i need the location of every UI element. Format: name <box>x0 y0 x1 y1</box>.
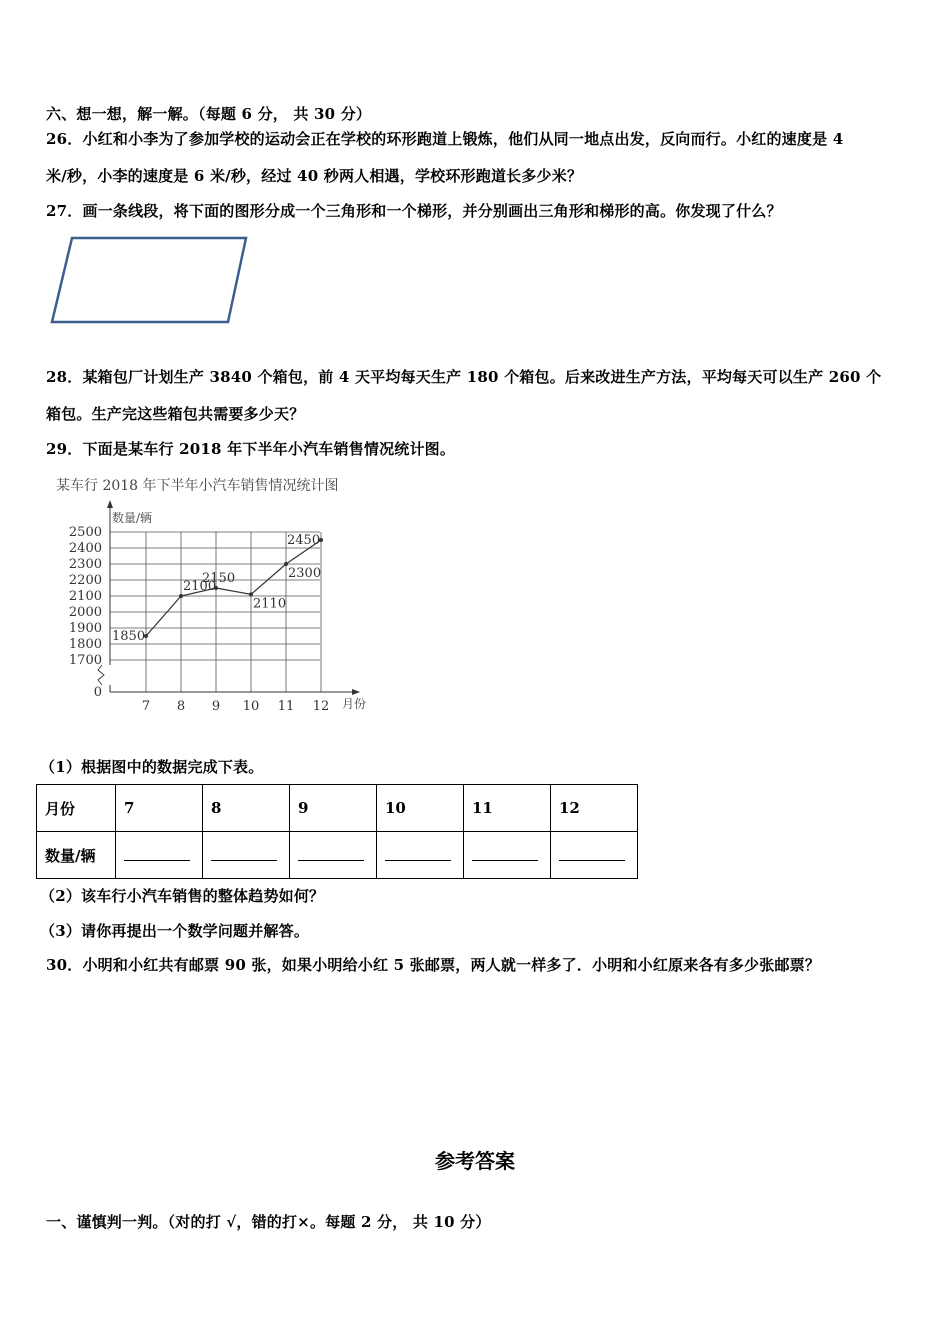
x-tick-label: 11 <box>277 699 295 714</box>
y-tick-labels <box>69 525 102 700</box>
y-tick-label: 1900 <box>68 621 102 636</box>
chart-axes <box>107 500 360 695</box>
y-tick-label: 2200 <box>68 573 102 588</box>
q28-line2: 箱包。生产完这些箱包共需要多少天？ <box>46 405 305 423</box>
series-line <box>146 540 321 636</box>
sales-line-chart <box>52 470 392 720</box>
q28-line1: 28．某箱包厂计划生产 3840 个箱包，前 4 天平均每天生产 180 个箱包。后来改进生产方法，平均每天可以生产 260 个 <box>46 368 882 386</box>
answer-title: 参考答案 <box>435 1149 515 1173</box>
x-tick-label: 10 <box>242 699 260 714</box>
y-tick-label: 2400 <box>68 541 102 556</box>
q30-text: 30．小明和小红共有邮票 90 张，如果小明给小红 5 张邮票，两人就一样多了．小明和小红原来各有多少张邮票？ <box>46 956 821 974</box>
answer-blank-cell[interactable] <box>290 832 377 879</box>
answer-table <box>36 784 638 879</box>
axis-break-mark <box>98 665 104 685</box>
y-tick-label: 2000 <box>68 605 102 620</box>
answer-blank[interactable] <box>211 846 277 861</box>
q29-text: 29．下面是某车行 2018 年下半年小汽车销售情况统计图。 <box>46 440 456 458</box>
y-axis-label: 数量/辆 <box>112 511 153 525</box>
data-label: 2110 <box>253 596 287 612</box>
table-month-cell: 12 <box>551 785 638 832</box>
q29-sub2: （2）该车行小汽车销售的整体趋势如何？ <box>40 887 325 905</box>
y-tick-label: 0 <box>93 685 102 700</box>
x-tick-label: 9 <box>211 699 221 714</box>
y-tick-label: 1700 <box>68 653 102 668</box>
y-tick-label: 2100 <box>68 589 102 604</box>
q27-text: 27．画一条线段，将下面的图形分成一个三角形和一个梯形，并分别画出三角形和梯形的高。你发现了什么？ <box>46 202 782 220</box>
q29-sub1: （1）根据图中的数据完成下表。 <box>40 758 264 776</box>
table-month-cell: 9 <box>290 785 377 832</box>
data-label: 2100 <box>183 579 217 594</box>
answer-blank[interactable] <box>472 846 538 861</box>
answer-blank-cell[interactable] <box>551 832 638 879</box>
parallelogram-shape <box>52 238 246 322</box>
answer-blank-cell[interactable] <box>203 832 290 879</box>
answer-blank-cell[interactable] <box>464 832 551 879</box>
answer-blank[interactable] <box>559 846 625 861</box>
data-label: 2150 <box>202 571 236 586</box>
section6-heading: 六、想一想，解一解。（每题 6 分， 共 30 分） <box>46 105 372 123</box>
table-month-cell: 7 <box>116 785 203 832</box>
q29-sub3: （3）请你再提出一个数学问题并解答。 <box>40 922 310 940</box>
answers-section1-heading: 一、谨慎判一判。（对的打 √，错的打×。每题 2 分， 共 10 分） <box>46 1213 491 1231</box>
data-point <box>179 594 183 598</box>
chart-title: 某车行 2018 年下半年小汽车销售情况统计图 <box>56 478 339 494</box>
data-label: 2450 <box>287 533 321 548</box>
table-quantity-row <box>37 832 638 879</box>
answer-blank[interactable] <box>385 846 451 861</box>
q26-line1: 26．小红和小李为了参加学校的运动会正在学校的环形跑道上锻炼，他们从同一地点出发，反向而行。小红的速度是 4 <box>46 130 844 148</box>
answer-blank-cell[interactable] <box>116 832 203 879</box>
table-header-row <box>37 785 638 832</box>
table-month-cell: 8 <box>203 785 290 832</box>
y-axis-arrow <box>107 500 113 508</box>
data-points <box>144 538 323 638</box>
y-tick-label: 1800 <box>68 637 102 652</box>
table-month-cell: 11 <box>464 785 551 832</box>
chart-grid <box>110 532 321 692</box>
parallelogram-figure <box>46 232 256 328</box>
table-month-cell: 10 <box>377 785 464 832</box>
x-tick-label: 12 <box>312 699 330 714</box>
x-tick-label: 8 <box>176 699 186 714</box>
x-tick-label: 7 <box>141 699 151 714</box>
answer-blank[interactable] <box>298 846 364 861</box>
data-label: 1850 <box>112 629 146 644</box>
q26-line2: 米/秒，小李的速度是 6 米/秒，经过 40 秒两人相遇，学校环形跑道长多少米？ <box>46 167 583 185</box>
answer-blank[interactable] <box>124 846 190 861</box>
table-header-label: 月份 <box>37 785 116 832</box>
data-label: 2300 <box>288 566 322 581</box>
x-tick-labels <box>142 699 329 714</box>
table-row-label: 数量/辆 <box>37 832 116 879</box>
y-tick-label: 2300 <box>68 557 102 572</box>
y-tick-label: 2500 <box>68 525 102 540</box>
x-axis-arrow <box>352 689 360 695</box>
answer-blank-cell[interactable] <box>377 832 464 879</box>
x-axis-label: 月份 <box>342 697 367 711</box>
